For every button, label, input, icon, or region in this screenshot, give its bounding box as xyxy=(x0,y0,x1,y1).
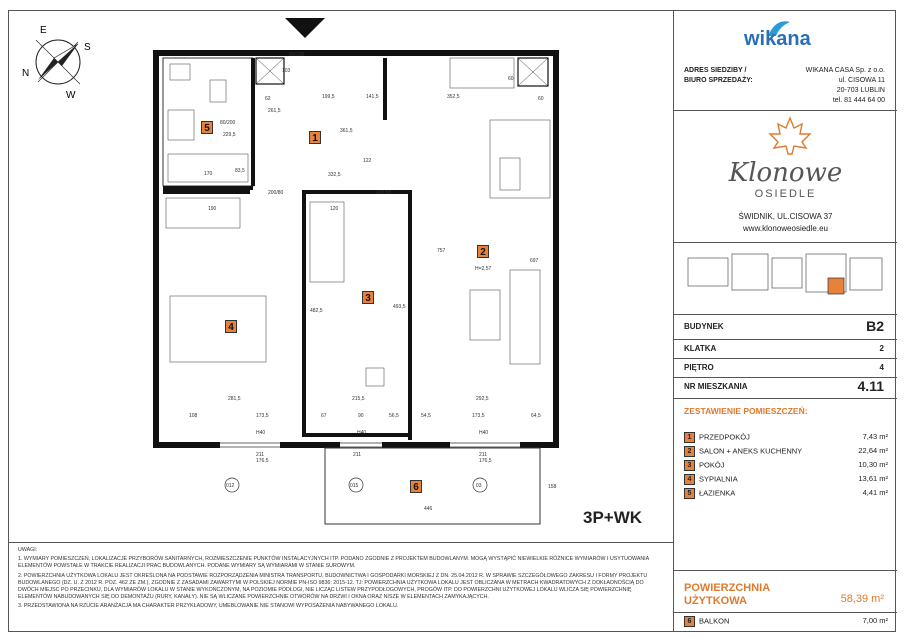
building-value: B2 xyxy=(866,318,884,334)
room-row-area: 13,61 m² xyxy=(858,474,888,483)
address-line-2: ul. CISOWA 11 xyxy=(838,77,885,84)
stairwell-label: KLATKA xyxy=(684,344,717,353)
usable-area-label xyxy=(684,582,770,608)
separator xyxy=(674,612,897,613)
address-phone: tel. 81 444 64 00 xyxy=(832,97,885,104)
building-label: BUDYNEK xyxy=(684,322,724,331)
info-panel xyxy=(673,10,896,632)
dim-211b: 211 xyxy=(353,452,361,458)
apartment-number-row xyxy=(684,378,884,394)
dim-62: 62 xyxy=(265,96,271,102)
separator xyxy=(674,339,897,340)
stairwell-row xyxy=(684,344,884,353)
separator xyxy=(674,314,897,315)
address-label-2: BIURO SPRZEDAŻY: xyxy=(684,77,753,84)
note-1: 1. WYMIARY POMIESZCZEŃ, LOKALIZACJE PRZYBORÓW SANITARNYCH, ROZMIESZCZENIE PUNKTÓW INSTALACYJNYCH ITP. PODANO ZGODNIE Z PROJEKTEM BUDOWLANYM. MOGĄ WYSTĄPIĆ NIEWIELKIE RÓŻNICE WYMIARÓW I USYTUOWANIA ELEMENTÓW POWSTAŁE W TRAKCIE REALIZACJI PRAC BUDOWLANYCH. PODANE WYMIARY SĄ WYMIARAMI W STANIE SUROWYM. xyxy=(18,556,649,570)
room-row-name: PRZEDPOKÓJ xyxy=(699,432,750,442)
compass-icon xyxy=(18,20,98,102)
dim-332-5: 332,5 xyxy=(328,172,341,178)
dim-211-176-5: 211 176,5 xyxy=(256,452,269,464)
dim-757: 757 xyxy=(437,248,446,254)
site-plan-map xyxy=(682,248,888,310)
compass-e: E xyxy=(40,25,47,36)
room-row-area: 7,43 m² xyxy=(862,432,888,441)
dim-200-80-a: 200/80 xyxy=(268,190,284,196)
apartment-number-label: NR MIESZKANIA xyxy=(684,382,748,391)
dim-190: 190 xyxy=(208,206,217,212)
dim-64-5: 64,5 xyxy=(531,413,541,419)
entrance-arrow-icon xyxy=(285,18,325,40)
room-row-number: 4 xyxy=(684,474,695,485)
address-line-3: 20-703 LUBLIN xyxy=(836,87,885,94)
dim-103: 103 xyxy=(282,68,291,74)
dim-199-5: 199,5 xyxy=(322,94,335,100)
dim-352-5: 352,5 xyxy=(447,94,460,100)
apartment-type: 3P+WK xyxy=(583,508,643,527)
rooms-list-title: ZESTAWIENIE POMIESZCZEŃ: xyxy=(684,406,808,416)
dim-261-5: 261,5 xyxy=(268,108,281,114)
dim-67: 67 xyxy=(321,413,327,419)
dim-229-5: 229,5 xyxy=(223,132,236,138)
room-row-name: SALON + ANEKS KUCHENNY xyxy=(699,446,803,456)
dim-200-80-b: 200/80 xyxy=(376,190,392,196)
room-number-2: 2 xyxy=(477,245,489,258)
room-number-1: 1 xyxy=(309,131,321,144)
room-row-3 xyxy=(684,460,888,471)
compass-n: N xyxy=(22,68,30,79)
floor-value: 4 xyxy=(879,363,884,372)
room-row-name: SYPIALNIA xyxy=(699,474,738,484)
dim-h40a: H40 xyxy=(256,430,266,436)
floor-plan xyxy=(150,50,570,530)
window-label-012: 012 xyxy=(226,483,235,489)
room-row-1 xyxy=(684,432,888,443)
separator xyxy=(674,570,897,571)
dim-482-5: 482,5 xyxy=(310,308,323,314)
estate-city: ŚWIDNIK, UL.CISOWA 37 xyxy=(738,212,833,221)
dim-120: 120 xyxy=(330,206,339,212)
room-row-name: ŁAZIENKA xyxy=(699,488,736,498)
estate-name: Klonowe xyxy=(728,158,843,188)
usable-area-label-1: POWIERZCHNIA xyxy=(684,582,771,594)
dim-493-5: 493,5 xyxy=(393,304,406,310)
dim-361-5: 361,5 xyxy=(340,128,353,134)
compass-w: W xyxy=(66,90,76,101)
dim-697: 697 xyxy=(530,258,539,264)
balcony-number: 6 xyxy=(684,616,695,627)
dim-60: 60 xyxy=(508,76,514,82)
note-2: 2. POWIERZCHNIA UŻYTKOWA LOKALU JEST OKREŚLONA NA PODSTAWIE ROZPORZĄDZENIA MINISTRA TRANSPORTU, BUDOWNICTWA I GOSPODARKI MORSKIEJ Z DN. 25.04.2012 R. W SPRAWIE SZCZEGÓŁOWEGO ZAKRESU I FORMY PROJEKTU BUDOWLANEGO (DZ. U. Z 2012 R. POZ. 462 ZE ZM.), ZGODNIE Z ZASADAMI ZAWARTYMI W POLSKIEJ NORMIE PN-ISO 9836: 2015-12. TJ: POWIERZCHNIA UŻYTKOWA LOKALU JEST OBLICZANA W METRACH KWADRATOWYCH Z DOKŁADNOŚCIĄ DO DWÓCH MIEJSC PO PRZECINKU, DLA WYMIARÓW LOKALU W STANIE WYKOŃCZONYM, NA POZIOMIE PODŁOGI, NIE LICZĄC LISTEW PRZYPODŁOGOWYCH, PROGÓW ITP. DO POWIERZCHNI UŻYTKOWEJ LOKALU WLICZA SIĘ POWIERZCHNIĘ ELEMENTÓW NABUDOWANYCH SIĘ DO DEMONTAŻU (RURY, KANAŁY). NIE SĄ WLICZANE POWIERZCHNIE OTWORÓW NA DRZWI I OKNA ORAZ NISZE W ELEMENTACH ZAMYKAJĄCYCH. xyxy=(18,572,648,601)
floor-label: PIĘTRO xyxy=(684,363,714,372)
stairwell-value: 2 xyxy=(879,344,884,353)
address-label-1: ADRES SIEDZIBY / xyxy=(684,67,747,74)
window-label-015: 015 xyxy=(350,483,359,489)
dim-215-5: 215,5 xyxy=(352,396,365,402)
separator xyxy=(674,398,897,399)
address-line-1: WIKANA CASA Sp. z o.o. xyxy=(805,67,885,74)
building-row xyxy=(684,318,884,334)
room-row-area: 4,41 m² xyxy=(862,488,888,497)
separator xyxy=(674,242,897,243)
room-row-2 xyxy=(684,446,888,457)
dim-h257: H=2,57 xyxy=(475,266,492,272)
dim-56-5: 56,5 xyxy=(389,413,399,419)
wikana-logo: wikana xyxy=(744,28,811,50)
room-number-5: 5 xyxy=(201,121,213,134)
note-3: 3. PRZEDSTAWIONA NA RZUCIE ARANŻACJA MA CHARAKTER PRZYKŁADOWY, UMEBLOWANIE NIE STANOWI WYPOSAŻENIA NABYWANEGO LOKALU. xyxy=(18,603,399,610)
window-label-03: 03 xyxy=(476,483,482,489)
estate-subtitle: OSIEDLE xyxy=(754,188,817,200)
notes-title: UWAGI: xyxy=(18,547,38,553)
dim-60b: 60 xyxy=(538,96,544,102)
room-row-name: POKÓJ xyxy=(699,460,725,470)
notes-section xyxy=(8,542,673,632)
balcony-name: BALKON xyxy=(699,616,730,626)
dim-211-176-5b: 211 176,5 xyxy=(479,452,492,464)
room-row-number: 3 xyxy=(684,460,695,471)
dim-173-5a: 173,5 xyxy=(256,413,269,419)
dim-80-200-bath: 80/200 xyxy=(220,120,236,126)
separator xyxy=(674,110,897,111)
dim-90: 90 xyxy=(358,413,364,419)
room-number-4: 4 xyxy=(225,320,237,333)
dim-108: 108 xyxy=(189,413,198,419)
estate-website: www.klonoweosiedle.eu xyxy=(743,224,828,233)
room-number-6: 6 xyxy=(410,480,422,493)
dim-h40b: H40 xyxy=(357,430,367,436)
dim-158: 158 xyxy=(548,484,557,490)
apartment-number-value: 4.11 xyxy=(857,378,884,394)
room-row-area: 10,30 m² xyxy=(858,460,888,469)
room-row-4 xyxy=(684,474,888,485)
dim-83-5: 83,5 xyxy=(235,168,245,174)
dim-446: 446 xyxy=(424,506,433,512)
usable-area-value: 58,39 m² xyxy=(840,593,884,605)
balcony-row xyxy=(684,616,888,627)
room-row-number: 2 xyxy=(684,446,695,457)
compass-s: S xyxy=(84,42,91,53)
dim-80-200-top: 80/200 xyxy=(289,52,305,58)
balcony-area: 7,00 m² xyxy=(862,616,888,625)
dim-292-5: 292,5 xyxy=(476,396,489,402)
dim-281-5: 281,5 xyxy=(228,396,241,402)
separator xyxy=(674,358,897,359)
room-number-3: 3 xyxy=(362,291,374,304)
dim-54-5: 54,5 xyxy=(421,413,431,419)
room-row-5 xyxy=(684,488,888,499)
dim-122: 122 xyxy=(363,158,372,164)
room-row-area: 22,64 m² xyxy=(858,446,888,455)
room-row-number: 1 xyxy=(684,432,695,443)
dim-141-5: 141,5 xyxy=(366,94,379,100)
floor-row xyxy=(684,363,884,372)
dim-170: 170 xyxy=(204,171,213,177)
maple-leaf-icon xyxy=(768,116,812,156)
usable-area-label-2: UŻYTKOWA xyxy=(684,595,747,607)
dim-173-5b: 173,5 xyxy=(472,413,485,419)
room-row-number: 5 xyxy=(684,488,695,499)
dim-h40c: H40 xyxy=(479,430,489,436)
